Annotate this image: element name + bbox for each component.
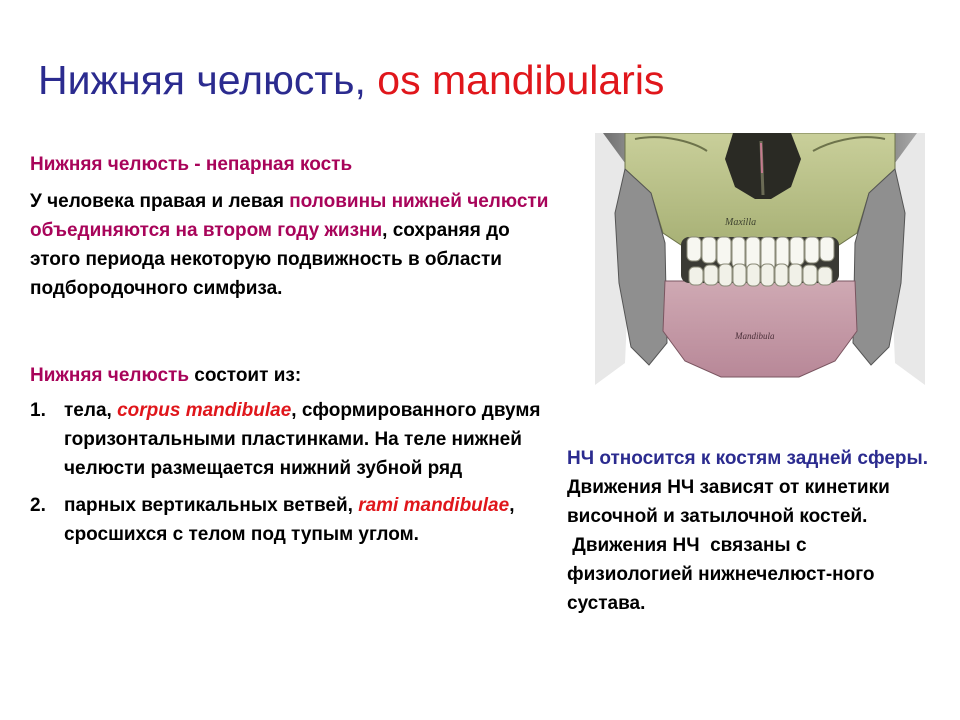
maxilla-label: Maxilla (725, 217, 757, 228)
slide-title (38, 52, 664, 108)
nasal-septum-highlight (761, 143, 762, 173)
joint-physiology-text: Движения НЧ связаны с физиологией нижнечелюст-ного сустава. (567, 535, 880, 614)
right-text-column (567, 444, 937, 618)
list-latin-term: rami mandibulae (358, 495, 510, 516)
composition-rest: состоит из: (189, 365, 302, 386)
left-text-column (30, 150, 550, 549)
fusion-highlight: половины нижней челюсти объединяются на втором году жизни (30, 191, 549, 241)
list-text-before: парных вертикальных ветвей, (64, 495, 359, 516)
composition-highlight: Нижняя челюсть (30, 365, 189, 386)
skull-illustration (595, 133, 925, 385)
composition-heading (30, 361, 550, 390)
list-text-after: , сросшихся с телом под тупым углом. (64, 495, 515, 545)
list-number: 2. (30, 495, 46, 516)
list-latin-term: corpus mandibulae (117, 400, 292, 421)
list-text-before: тела, (64, 400, 118, 421)
intro-heading: Нижняя челюсть - непарная кость (30, 154, 353, 175)
fusion-text-start: У человека правая и левая (30, 191, 290, 212)
fusion-paragraph (30, 187, 550, 303)
fusion-text-end: , сохраняя до этого периода некоторую подвижность в области подбородочного симфиза. (30, 220, 510, 299)
list-item-body (30, 396, 550, 483)
list-text-after: , сформированного двумя горизонтальными пластинками. На теле нижней челюсти размещается нижний зубной ряд (64, 400, 541, 479)
slide-title-main: Нижняя челюсть, (38, 57, 366, 103)
mandible-label: Mandibula (735, 331, 775, 341)
movement-dependency-text: Движения НЧ зависят от кинетики височной и затылочной костей. (567, 477, 890, 527)
composition-list (30, 396, 550, 549)
mandible-region (663, 281, 857, 377)
list-item-rami (30, 491, 550, 549)
posterior-sphere-text: НЧ относится к костям задней сферы. (567, 448, 928, 469)
list-number: 1. (30, 400, 46, 421)
slide-title-latin: os mandibularis (377, 57, 665, 103)
